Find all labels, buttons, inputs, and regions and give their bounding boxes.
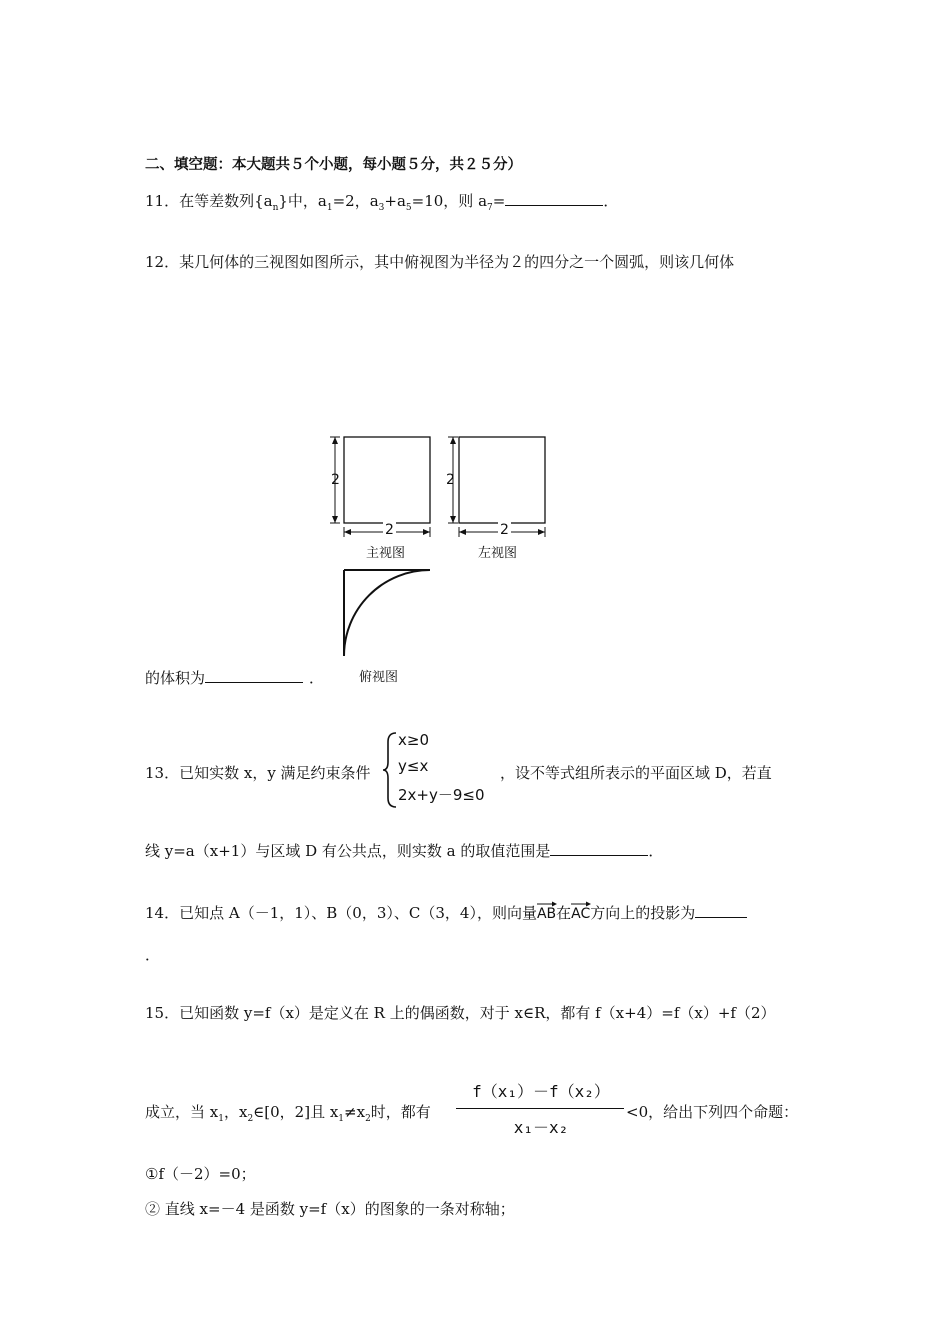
- question-12-continuation: 的体积为 ．: [145, 669, 325, 687]
- front-view-square: [344, 437, 430, 523]
- front-vertical-dim-label: 2: [331, 472, 340, 488]
- front-view-label: 主视图: [366, 546, 406, 561]
- vector-ab: AB: [537, 904, 556, 922]
- question-14: 14．已知点 A（－1，1）、B（0，3）、C（3，4），则向量 AB在 AC方向上的投影为: [145, 902, 747, 923]
- side-vertical-dim-label: 2: [446, 472, 455, 488]
- vector-ac: AC: [571, 904, 590, 922]
- answer-blank-11[interactable]: [505, 191, 603, 206]
- question-13-prefix: 13．已知实数 x，y 满足约束条件: [145, 764, 371, 782]
- question-13-suffix: ，设不等式组所表示的平面区域 D，若直: [500, 764, 772, 782]
- answer-blank-12[interactable]: [205, 668, 303, 683]
- question-11: 11．在等差数列$\{a_n\}$中，$a_1=2$，$a_3+a_5=10$，则 $a_7=$ ．: [145, 192, 619, 213]
- constraint-3: 2x+y－9≤0: [398, 786, 485, 804]
- question-12: 12．某几何体的三视图如图所示，其中俯视图为半径为２的四分之一个圆弧，则该几何体: [145, 253, 735, 271]
- answer-blank-13[interactable]: [550, 841, 648, 856]
- proposition-1: ①f（－2）=0；: [145, 1165, 256, 1183]
- section-heading: 二、填空题：本大题共５个小题，每小题５分，共２５分）: [145, 157, 522, 173]
- fraction-numerator: f（x₁）－f（x₂）: [472, 1082, 610, 1101]
- three-view-figure: [320, 428, 560, 663]
- side-horizontal-dim-label: 2: [500, 522, 509, 538]
- front-horizontal-dim-label: 2: [385, 522, 394, 538]
- question-15-line2-left: 成立，当 $x_1$，$x_2\in[0$，2]且 $x_1\ne x_2$时，都有: [145, 1103, 431, 1124]
- top-view-label: 俯视图: [359, 670, 399, 685]
- question-13-line2: 线 y=a（x+1）与区域 D 有公共点，则实数 a 的取值范围是 ．: [145, 842, 664, 860]
- answer-blank-14[interactable]: [695, 903, 747, 918]
- constraint-2: y≤x: [398, 757, 429, 775]
- top-view-quarter-arc: [344, 570, 430, 656]
- side-view-label: 左视图: [478, 546, 518, 561]
- fraction-bar: [456, 1108, 624, 1109]
- proposition-2: ② 直线 x=－4 是函数 y=f（x）的图象的一条对称轴；: [145, 1200, 515, 1218]
- fraction-denominator: x₁－x₂: [513, 1118, 569, 1137]
- question-14-dot: ．: [145, 946, 161, 964]
- side-view-square: [459, 437, 545, 523]
- question-15-line1: 15．已知函数 y=f（x）是定义在 R 上的偶函数，对于 x∈R，都有 f（x+4）=f（x）+f（2）: [145, 1004, 776, 1022]
- constraint-1: x≥0: [398, 731, 429, 749]
- question-15-line2-right: <0，给出下列四个命题：: [626, 1103, 799, 1121]
